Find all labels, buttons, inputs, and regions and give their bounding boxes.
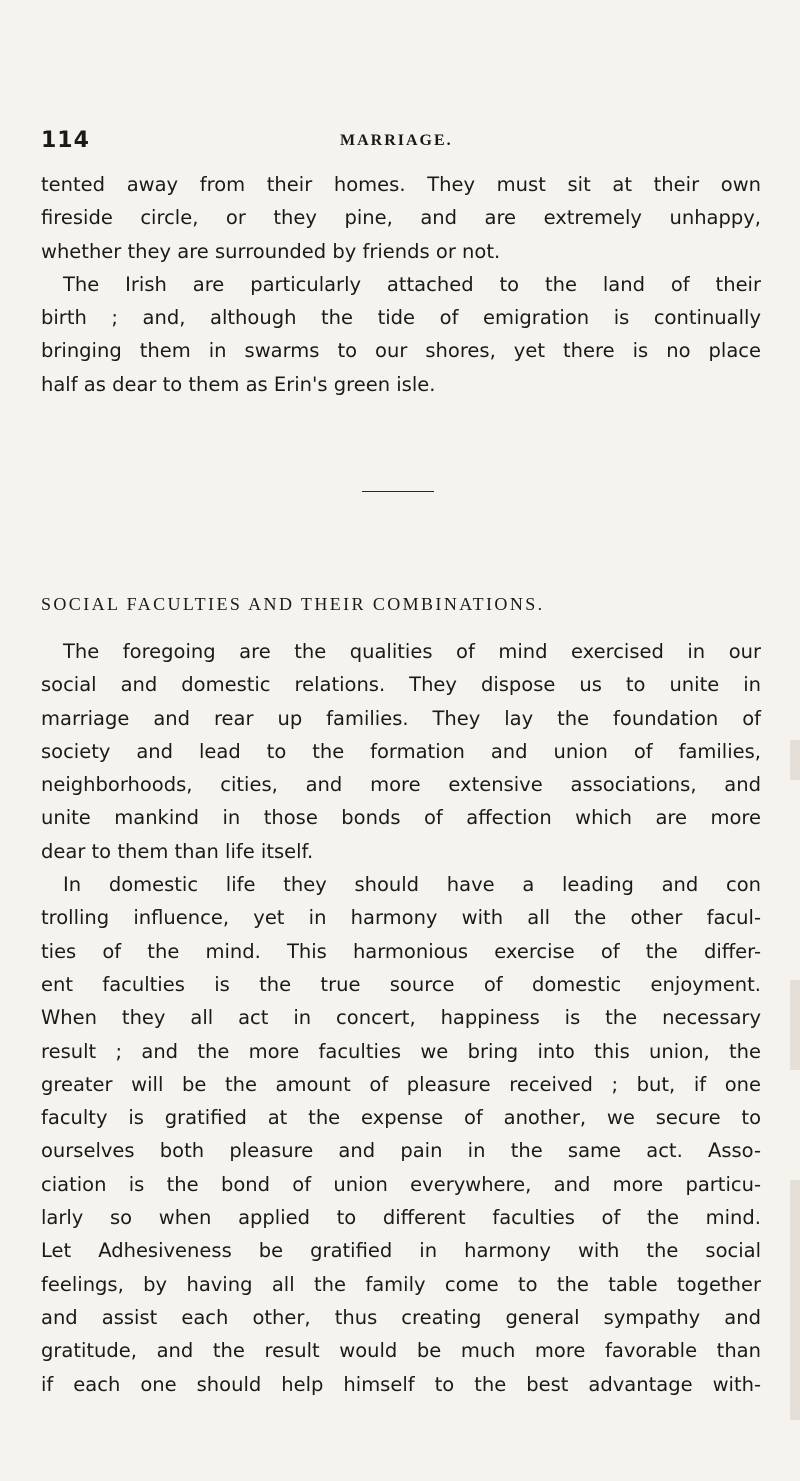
- page-edge-shadow: [790, 740, 800, 780]
- page-edge-shadow: [790, 1180, 800, 1420]
- text-line: ties of the mind. This harmonious exercise of the differ-: [41, 939, 761, 963]
- text-line: The foregoing are the qualities of mind exercised in our: [63, 640, 761, 663]
- text-line: faculty is gratified at the expense of another, we secure to: [41, 1106, 761, 1130]
- running-title: MARRIAGE.: [340, 132, 453, 149]
- text-line: half as dear to them as Erin's green isle.: [41, 372, 436, 396]
- text-line: fireside circle, or they pine, and are extremely unhappy,: [41, 206, 761, 230]
- text-line: result ; and the more faculties we bring into this union, the: [41, 1039, 761, 1063]
- text-line: greater will be the amount of pleasure received ; but, if one: [41, 1072, 761, 1096]
- text-line: if each one should help himself to the best advantage with-: [41, 1372, 761, 1396]
- text-line: ent faculties is the true source of domestic enjoyment.: [41, 972, 761, 996]
- text-line: social and domestic relations. They dispose us to unite in: [41, 673, 761, 697]
- text-line: tented away from their homes. They must sit at their own: [41, 173, 761, 196]
- text-line: dear to them than life itself.: [41, 839, 314, 863]
- page-number: 114: [41, 128, 90, 153]
- section-heading: SOCIAL FACULTIES AND THEIR COMBINATIONS.: [41, 594, 545, 614]
- section-divider: [362, 491, 434, 492]
- page-edge-shadow: [790, 980, 800, 1070]
- text-line: feelings, by having all the family come to the table together: [41, 1272, 761, 1296]
- text-block-bottom: [41, 635, 761, 1401]
- text-line: and assist each other, thus creating general sympathy and: [41, 1305, 761, 1329]
- text-line: trolling influence, yet in harmony with all the other facul-: [41, 906, 761, 930]
- text-line: marriage and rear up families. They lay the foundation of: [41, 706, 761, 730]
- paragraph-2: [41, 268, 761, 401]
- text-line: ourselves both pleasure and pain in the same act. Asso-: [41, 1139, 761, 1163]
- text-line: whether they are surrounded by friends or not.: [41, 239, 501, 263]
- text-line: When they all act in concert, happiness is the necessary: [41, 1006, 761, 1030]
- text-line: gratitude, and the result would be much more favorable than: [41, 1339, 761, 1363]
- text-line: birth ; and, although the tide of emigration is continually: [41, 306, 761, 330]
- paragraph-4: [41, 868, 761, 1401]
- text-line: unite mankind in those bonds of affection which are more: [41, 806, 761, 830]
- text-line: larly so when applied to different faculties of the mind.: [41, 1206, 761, 1230]
- paragraph-3: [41, 635, 761, 868]
- text-line: Let Adhesiveness be gratified in harmony with the social: [41, 1239, 761, 1263]
- text-block-top: [41, 168, 761, 401]
- text-line: ciation is the bond of union everywhere, and more particu-: [41, 1172, 761, 1196]
- running-head: [0, 0, 800, 153]
- text-line: society and lead to the formation and union of families,: [41, 739, 761, 763]
- text-line: bringing them in swarms to our shores, yet there is no place: [41, 339, 761, 363]
- text-line: In domestic life they should have a leading and con: [63, 873, 761, 897]
- text-line: The Irish are particularly attached to the land of their: [63, 272, 761, 296]
- paragraph-1: [41, 168, 761, 268]
- text-line: neighborhoods, cities, and more extensive associations, and: [41, 773, 761, 797]
